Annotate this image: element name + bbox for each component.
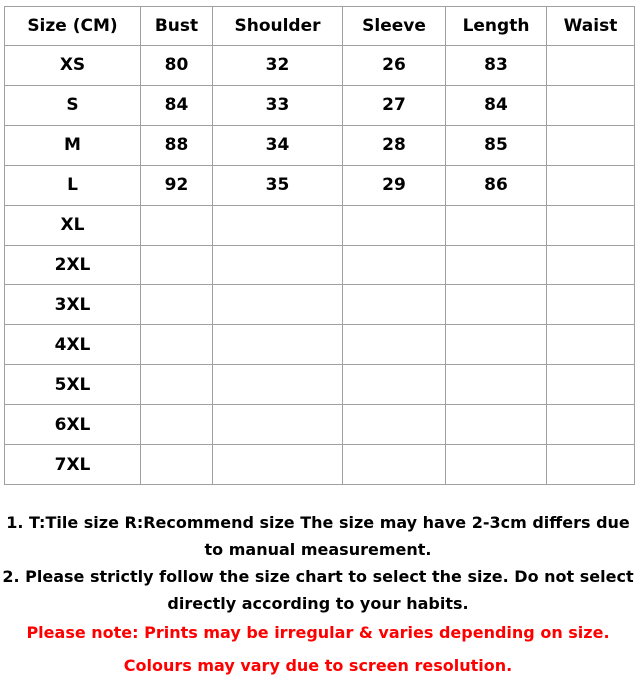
cell-waist <box>547 325 635 365</box>
table-row <box>5 85 635 125</box>
header-size: Size (CM) <box>5 7 141 46</box>
table-row <box>5 165 635 205</box>
cell-length <box>446 365 547 405</box>
cell-bust <box>141 325 213 365</box>
cell-shoulder <box>213 205 343 245</box>
header-bust: Bust <box>141 7 213 46</box>
cell-size: S <box>5 85 141 125</box>
cell-length: 84 <box>446 85 547 125</box>
cell-waist <box>547 165 635 205</box>
table-row <box>5 285 635 325</box>
cell-shoulder <box>213 245 343 285</box>
prints-warning: Please note: Prints may be irregular & varies depending on size. <box>26 623 610 642</box>
cell-length <box>446 405 547 445</box>
cell-waist <box>547 85 635 125</box>
cell-size: M <box>5 125 141 165</box>
colour-warning: Colours may vary due to screen resolution. <box>123 656 513 675</box>
table-row <box>5 405 635 445</box>
cell-sleeve <box>343 285 446 325</box>
cell-size: 4XL <box>5 325 141 365</box>
cell-size: 6XL <box>5 405 141 445</box>
cell-shoulder <box>213 325 343 365</box>
cell-waist <box>547 205 635 245</box>
cell-bust <box>141 205 213 245</box>
table-row <box>5 325 635 365</box>
cell-bust <box>141 285 213 325</box>
header-sleeve: Sleeve <box>343 7 446 46</box>
cell-size: XS <box>5 46 141 86</box>
size-chart-table <box>4 6 635 485</box>
note-2-line-2: directly according to your habits. <box>167 594 469 613</box>
cell-shoulder: 32 <box>213 46 343 86</box>
table-row <box>5 125 635 165</box>
cell-waist <box>547 365 635 405</box>
cell-size: 5XL <box>5 365 141 405</box>
note-1-line-2: to manual measurement. <box>204 540 432 559</box>
cell-shoulder <box>213 405 343 445</box>
header-waist: Waist <box>547 7 635 46</box>
cell-length: 85 <box>446 125 547 165</box>
cell-sleeve: 26 <box>343 46 446 86</box>
cell-bust: 88 <box>141 125 213 165</box>
cell-sleeve <box>343 245 446 285</box>
cell-size: 2XL <box>5 245 141 285</box>
note-2-line-1: 2. Please strictly follow the size chart to select the size. Do not select <box>2 567 634 586</box>
cell-length <box>446 245 547 285</box>
cell-bust <box>141 405 213 445</box>
size-notes <box>0 509 636 679</box>
header-shoulder: Shoulder <box>213 7 343 46</box>
cell-size: L <box>5 165 141 205</box>
cell-sleeve: 27 <box>343 85 446 125</box>
cell-length: 83 <box>446 46 547 86</box>
cell-shoulder <box>213 365 343 405</box>
cell-bust: 80 <box>141 46 213 86</box>
table-row <box>5 365 635 405</box>
cell-length <box>446 445 547 485</box>
cell-waist <box>547 405 635 445</box>
cell-shoulder: 33 <box>213 85 343 125</box>
cell-sleeve: 28 <box>343 125 446 165</box>
cell-waist <box>547 285 635 325</box>
cell-shoulder: 35 <box>213 165 343 205</box>
table-row <box>5 46 635 86</box>
table-row <box>5 445 635 485</box>
cell-bust <box>141 365 213 405</box>
cell-shoulder <box>213 285 343 325</box>
cell-length <box>446 205 547 245</box>
cell-length <box>446 285 547 325</box>
cell-size: XL <box>5 205 141 245</box>
cell-waist <box>547 245 635 285</box>
cell-sleeve: 29 <box>343 165 446 205</box>
cell-waist <box>547 445 635 485</box>
cell-length <box>446 325 547 365</box>
cell-sleeve <box>343 405 446 445</box>
table-header-row <box>5 7 635 46</box>
cell-bust <box>141 445 213 485</box>
cell-size: 7XL <box>5 445 141 485</box>
cell-sleeve <box>343 325 446 365</box>
cell-shoulder <box>213 445 343 485</box>
cell-bust <box>141 245 213 285</box>
cell-sleeve <box>343 445 446 485</box>
cell-size: 3XL <box>5 285 141 325</box>
cell-shoulder: 34 <box>213 125 343 165</box>
cell-bust: 84 <box>141 85 213 125</box>
cell-bust: 92 <box>141 165 213 205</box>
table-row <box>5 205 635 245</box>
cell-sleeve <box>343 365 446 405</box>
cell-length: 86 <box>446 165 547 205</box>
cell-waist <box>547 46 635 86</box>
table-row <box>5 245 635 285</box>
header-length: Length <box>446 7 547 46</box>
cell-sleeve <box>343 205 446 245</box>
note-1-line-1: 1. T:Tile size R:Recommend size The size may have 2-3cm differs due <box>6 513 630 532</box>
cell-waist <box>547 125 635 165</box>
